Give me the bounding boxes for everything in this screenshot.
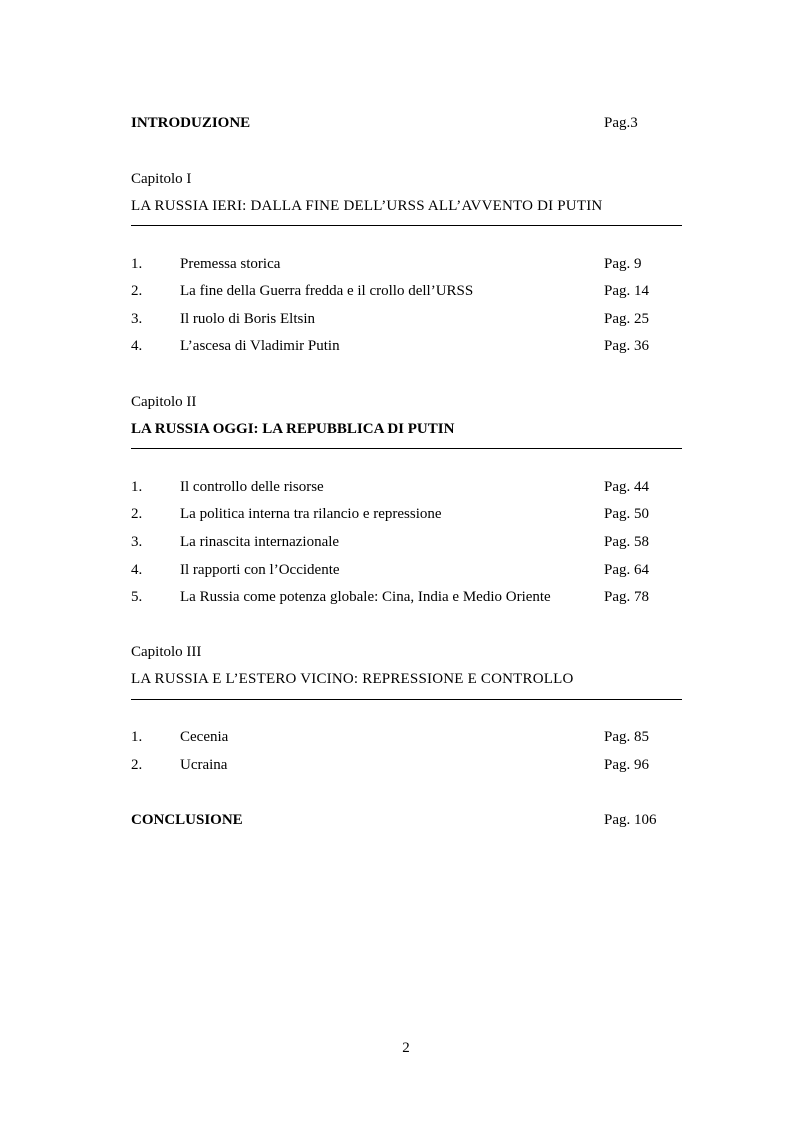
intro-page: Pag.3 <box>604 115 638 131</box>
toc-item-page: Pag. 96 <box>604 757 649 773</box>
toc-item-page: Pag. 44 <box>604 479 649 495</box>
toc-item-number: 2. <box>131 757 143 773</box>
toc-item-page: Pag. 14 <box>604 283 649 299</box>
page-number: 2 <box>402 1040 410 1056</box>
toc-item-title: La Russia come potenza globale: Cina, India e Medio Oriente <box>180 589 551 605</box>
toc-item-title: L’ascesa di Vladimir Putin <box>180 338 340 354</box>
toc-item-number: 2. <box>131 506 143 522</box>
conclusion-page: Pag. 106 <box>604 812 657 828</box>
chapter-1-title: LA RUSSIA IERI: DALLA FINE DELL’URSS ALL’AVVENTO DI PUTIN <box>131 198 603 214</box>
toc-item-number: 2. <box>131 283 143 299</box>
toc-item-title: La politica interna tra rilancio e repressione <box>180 506 442 522</box>
toc-item-number: 3. <box>131 534 143 550</box>
toc-item-number: 5. <box>131 589 143 605</box>
conclusion-label: CONCLUSIONE <box>131 812 243 828</box>
toc-item-title: La fine della Guerra fredda e il crollo dell’URSS <box>180 283 474 299</box>
toc-item-title: Cecenia <box>180 729 229 745</box>
toc-item-number: 4. <box>131 338 143 354</box>
chapter-2-rule <box>131 448 682 449</box>
toc-item-page: Pag. 85 <box>604 729 649 745</box>
toc-item-title: Il controllo delle risorse <box>180 479 324 495</box>
chapter-3-kicker: Capitolo III <box>131 644 202 660</box>
toc-item-page: Pag. 64 <box>604 562 649 578</box>
toc-item-title: Il ruolo di Boris Eltsin <box>180 311 315 327</box>
toc-item-title: La rinascita internazionale <box>180 534 340 550</box>
toc-item-number: 1. <box>131 256 143 272</box>
intro-label: INTRODUZIONE <box>131 115 251 131</box>
toc-item-number: 3. <box>131 311 143 327</box>
toc-item-page: Pag. 9 <box>604 256 642 272</box>
chapter-1-kicker: Capitolo I <box>131 171 192 187</box>
toc-item-title: Premessa storica <box>180 256 281 272</box>
toc-item-page: Pag. 25 <box>604 311 649 327</box>
toc-item-page: Pag. 36 <box>604 338 649 354</box>
toc-item-title: Il rapporti con l’Occidente <box>180 562 340 578</box>
chapter-2-title: LA RUSSIA OGGI: LA REPUBBLICA DI PUTIN <box>131 421 455 437</box>
toc-item-number: 4. <box>131 562 143 578</box>
chapter-3-rule <box>131 699 682 700</box>
chapter-1-rule <box>131 225 682 226</box>
toc-item-page: Pag. 78 <box>604 589 649 605</box>
chapter-2-kicker: Capitolo II <box>131 394 197 410</box>
toc-item-number: 1. <box>131 479 143 495</box>
toc-item-title: Ucraina <box>180 757 228 773</box>
toc-item-number: 1. <box>131 729 143 745</box>
toc-item-page: Pag. 58 <box>604 534 649 550</box>
chapter-3-title: LA RUSSIA E L’ESTERO VICINO: REPRESSIONE E CONTROLLO <box>131 671 574 687</box>
toc-item-page: Pag. 50 <box>604 506 649 522</box>
